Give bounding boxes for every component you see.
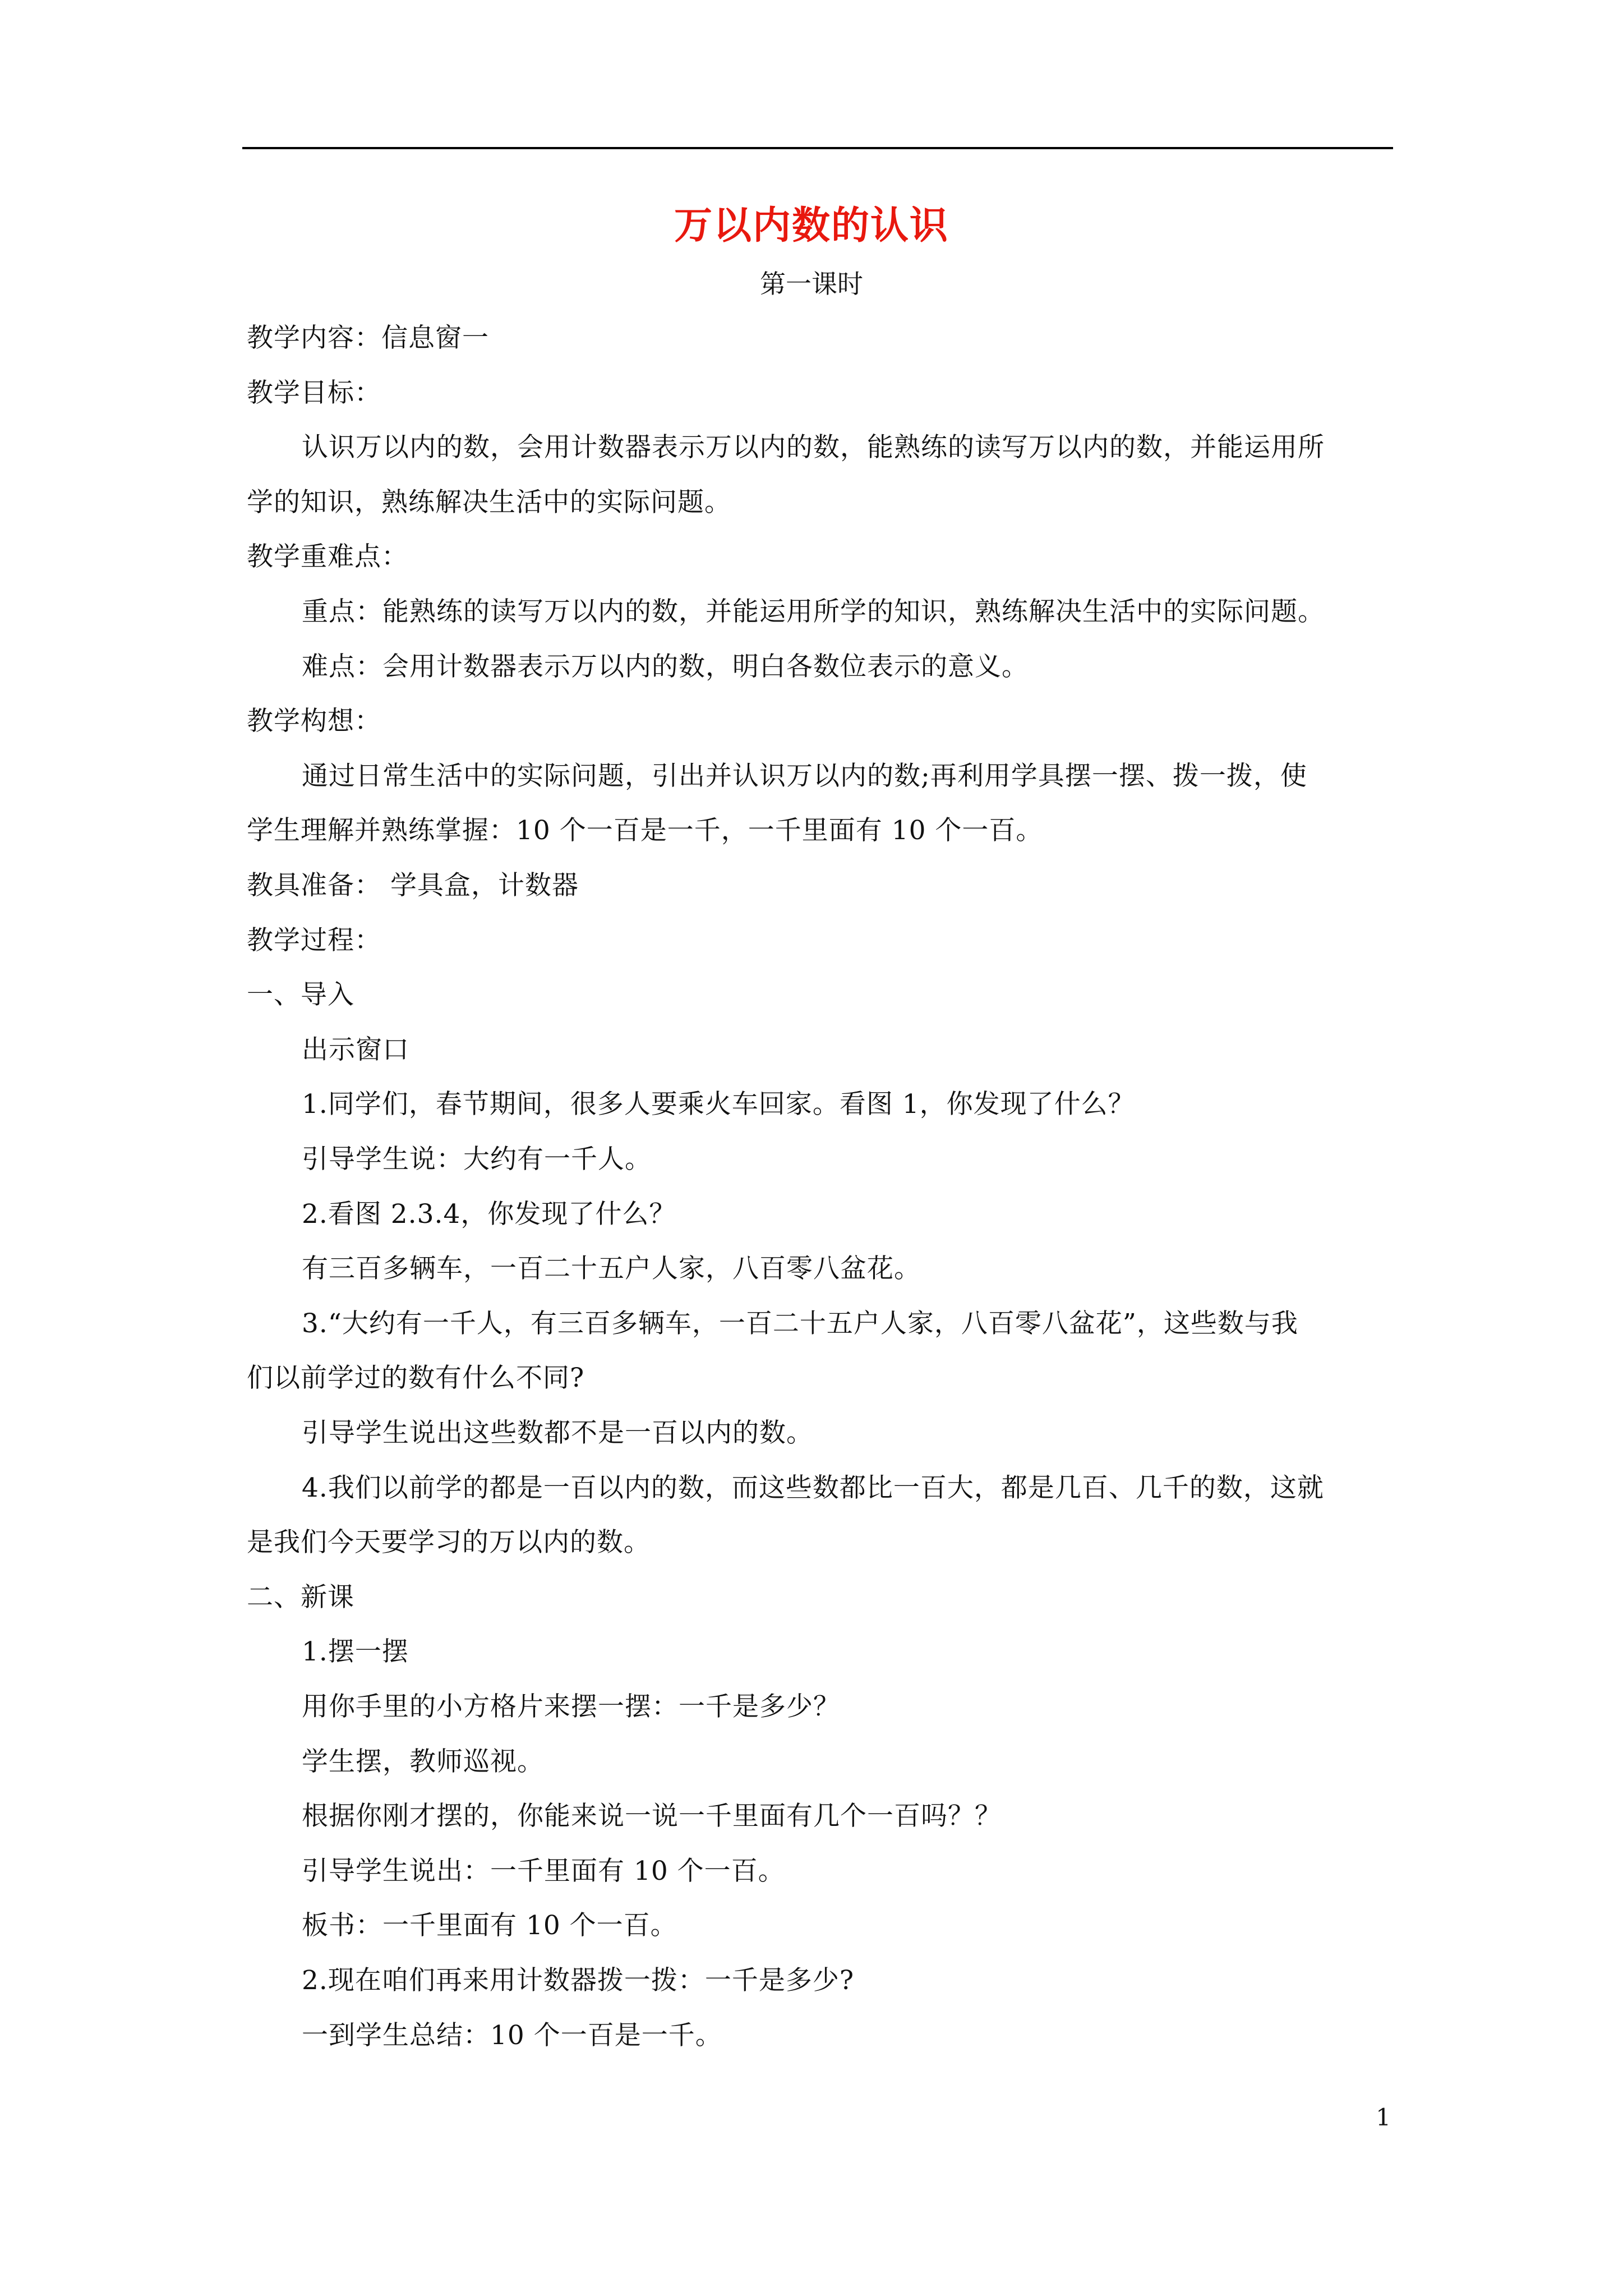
body-line: 3.“大约有一千人，有三百多辆车，一百二十五户人家，八百零八盆花”，这些数与我 (302, 1308, 1298, 1339)
body-line: 引导学生说：大约有一千人。 (302, 1144, 652, 1175)
body-line: 是我们今天要学习的万以内的数。 (247, 1527, 651, 1558)
body-line: 1.同学们，春节期间，很多人要乘火车回家。看图 1，你发现了什么？ (302, 1089, 1135, 1120)
body-line: 引导学生说出：一千里面有 10 个一百。 (302, 1856, 785, 1887)
body-line: 2.现在咱们再来用计数器拨一拨：一千是多少? (302, 1965, 855, 1996)
body-line: 认识万以内的数，会用计数器表示万以内的数，能熟练的读写万以内的数，并能运用所 (302, 432, 1325, 463)
body-line: 有三百多辆车，一百二十五户人家，八百零八盆花。 (302, 1253, 921, 1284)
document-subtitle: 第一课时 (760, 269, 863, 299)
body-line: 通过日常生活中的实际问题，引出并认识万以内的数;再利用学具摆一摆、拨一拨，使 (302, 761, 1307, 792)
body-line: 用你手里的小方格片来摆一摆：一千是多少？ (302, 1691, 840, 1722)
body-line: 难点：会用计数器表示万以内的数，明白各数位表示的意义。 (302, 651, 1029, 682)
body-line: 一、导入 (247, 979, 354, 1010)
body-line: 教学构想： (247, 706, 381, 737)
body-line: 学生摆，教师巡视。 (302, 1746, 544, 1777)
header-rule (242, 147, 1393, 149)
body-line: 1.摆一摆 (302, 1636, 409, 1667)
body-line: 出示窗口 (302, 1034, 409, 1065)
body-line: 2.看图 2.3.4，你发现了什么？ (302, 1199, 676, 1230)
body-line: 二、新课 (247, 1582, 354, 1613)
body-line: 教学内容：信息窗一 (247, 323, 489, 353)
body-line: 教学过程： (247, 925, 381, 956)
body-line: 教学重难点： (247, 541, 408, 572)
body-line: 学的知识，熟练解决生活中的实际问题。 (247, 487, 731, 518)
body-line: 教具准备： 学具盒，计数器 (247, 870, 579, 901)
body-line: 们以前学过的数有什么不同? (247, 1363, 585, 1393)
body-line: 教学目标： (247, 378, 381, 408)
body-line: 学生理解并熟练掌握：10 个一百是一千，一千里面有 10 个一百。 (247, 815, 1043, 846)
page-number: 1 (1376, 2104, 1391, 2131)
document-title: 万以内数的认识 (674, 203, 949, 248)
body-line: 板书：一千里面有 10 个一百。 (302, 1910, 677, 1941)
body-line: 一到学生总结：10 个一百是一千。 (302, 2020, 722, 2051)
body-line: 重点：能熟练的读写万以内的数，并能运用所学的知识，熟练解决生活中的实际问题。 (302, 596, 1325, 627)
body-line: 4.我们以前学的都是一百以内的数，而这些数都比一百大，都是几百、几千的数，这就 (302, 1473, 1324, 1503)
body-line: 引导学生说出这些数都不是一百以内的数。 (302, 1418, 813, 1448)
body-line: 根据你刚才摆的，你能来说一说一千里面有几个一百吗？？ (302, 1801, 1002, 1832)
